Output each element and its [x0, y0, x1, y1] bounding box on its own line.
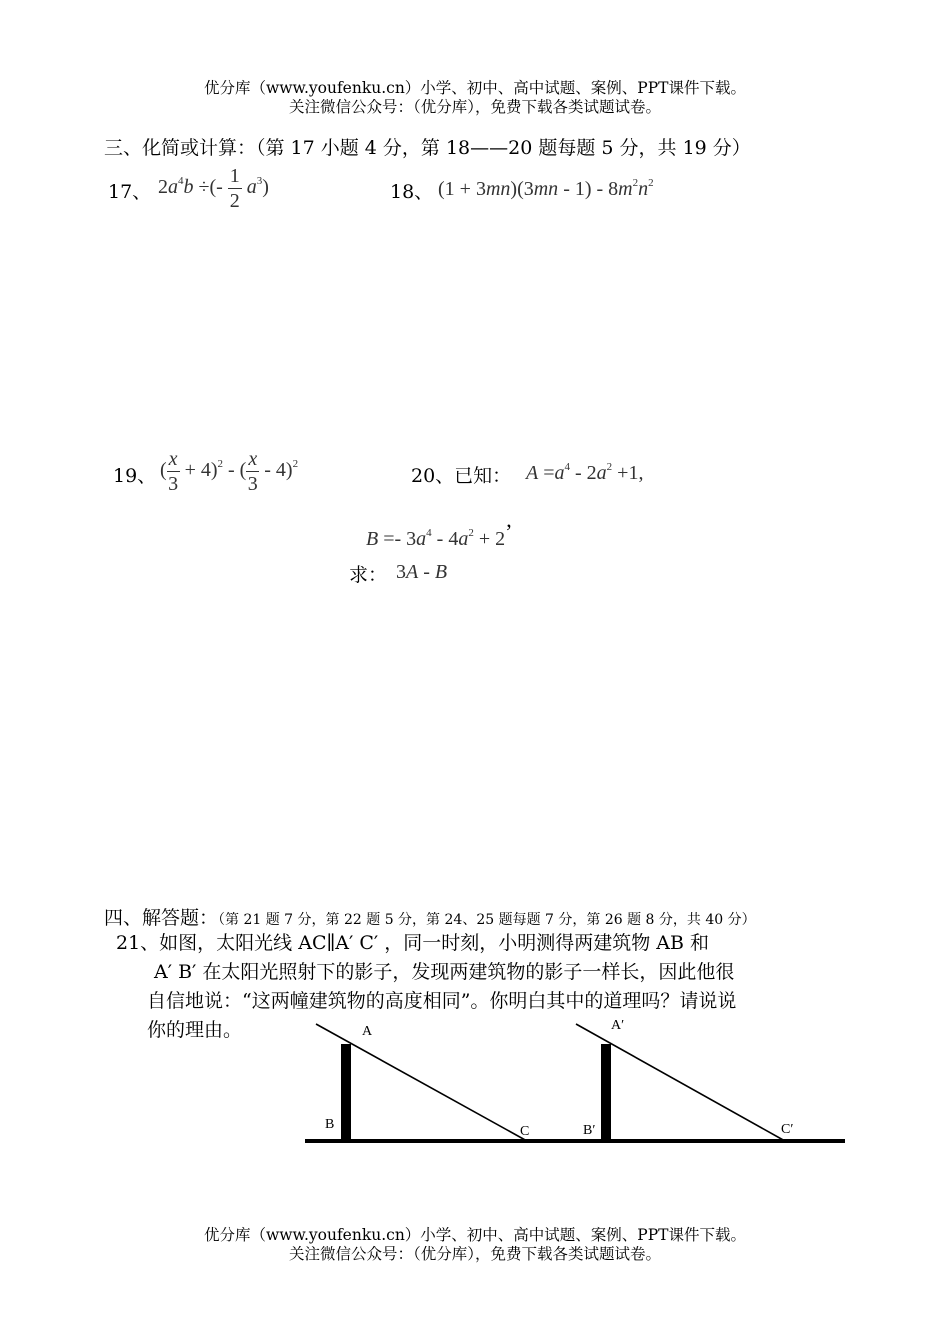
problem-20-expression-a: $A =a^4 - 2a^2 +1$, — [526, 461, 644, 484]
problem-21-line-1: 21、如图，太阳光线 AC∥A′ C′ ，同一时刻，小明测得两建筑物 AB 和 — [116, 932, 709, 954]
problem-21-line-3: 自信地说：“这两幢建筑物的高度相同”。你明白其中的道理吗？请说说 — [147, 990, 737, 1012]
header-line-1: 优分库（www.youfenku.cn）小学、初中、高中试题、案例、PPT课件下载。 — [203, 79, 747, 97]
building-a-prime-b-prime — [601, 1044, 611, 1142]
footer-line-2: 关注微信公众号：（优分库），免费下载各类试题试卷。 — [288, 1245, 661, 1263]
section-4-score-note: （第 21 题 7 分，第 22 题 5 分，第 24、25 题每题 7 分，第 26 题 8 分，共 40 分） — [218, 912, 756, 928]
problem-18-expression: $(1 + 3mn)(3mn - 1) - 8m^2n^2$ — [438, 177, 654, 200]
problem-20-ask-expression: 3A - B — [396, 561, 448, 583]
problem-21-line-4: 你的理由。 — [147, 1019, 243, 1041]
problem-18-label: 18、 — [390, 181, 434, 203]
section-3-title: 三、化简或计算：（第 17 小题 4 分，第 18——20 题每题 5 分，共 19 分） — [104, 137, 751, 159]
problem-20-ask-label: 求： — [349, 564, 388, 586]
problem-19-expression: ( $\frac{x}{3}$ + 4)$^2$ - ( $\frac{x}{3}$ - 4)$^2$ — [160, 448, 299, 495]
label-b-prime: B′ — [583, 1123, 596, 1138]
header-line-2: 关注微信公众号：（优分库），免费下载各类试题试卷。 — [288, 98, 661, 116]
label-c: C — [520, 1124, 530, 1139]
label-c-prime: C′ — [781, 1122, 794, 1137]
problem-20-label: 20、已知： — [411, 465, 512, 487]
label-b: B — [325, 1117, 335, 1132]
problem-21-line-2: A′ B′ 在太阳光照射下的影子，发现两建筑物的影子一样长，因此他很 — [154, 961, 735, 983]
problem-20-expression-b: $B =- 3a^4 - 4a^2 + 2$’ — [366, 519, 513, 550]
problem-19-label: 19、 — [113, 465, 157, 487]
label-a: A — [362, 1024, 373, 1039]
problem-17-label: 17、 — [108, 181, 152, 203]
building-ab — [341, 1044, 351, 1142]
section-4-title-text: 四、解答题： — [104, 907, 219, 929]
label-a-prime: A′ — [611, 1018, 625, 1033]
problem-17-expression: $2a^4b$ ÷(- $\frac{1}{2}$ $a^3$) — [158, 165, 269, 212]
footer-line-1: 优分库（www.youfenku.cn）小学、初中、高中试题、案例、PPT课件下载。 — [203, 1226, 747, 1244]
